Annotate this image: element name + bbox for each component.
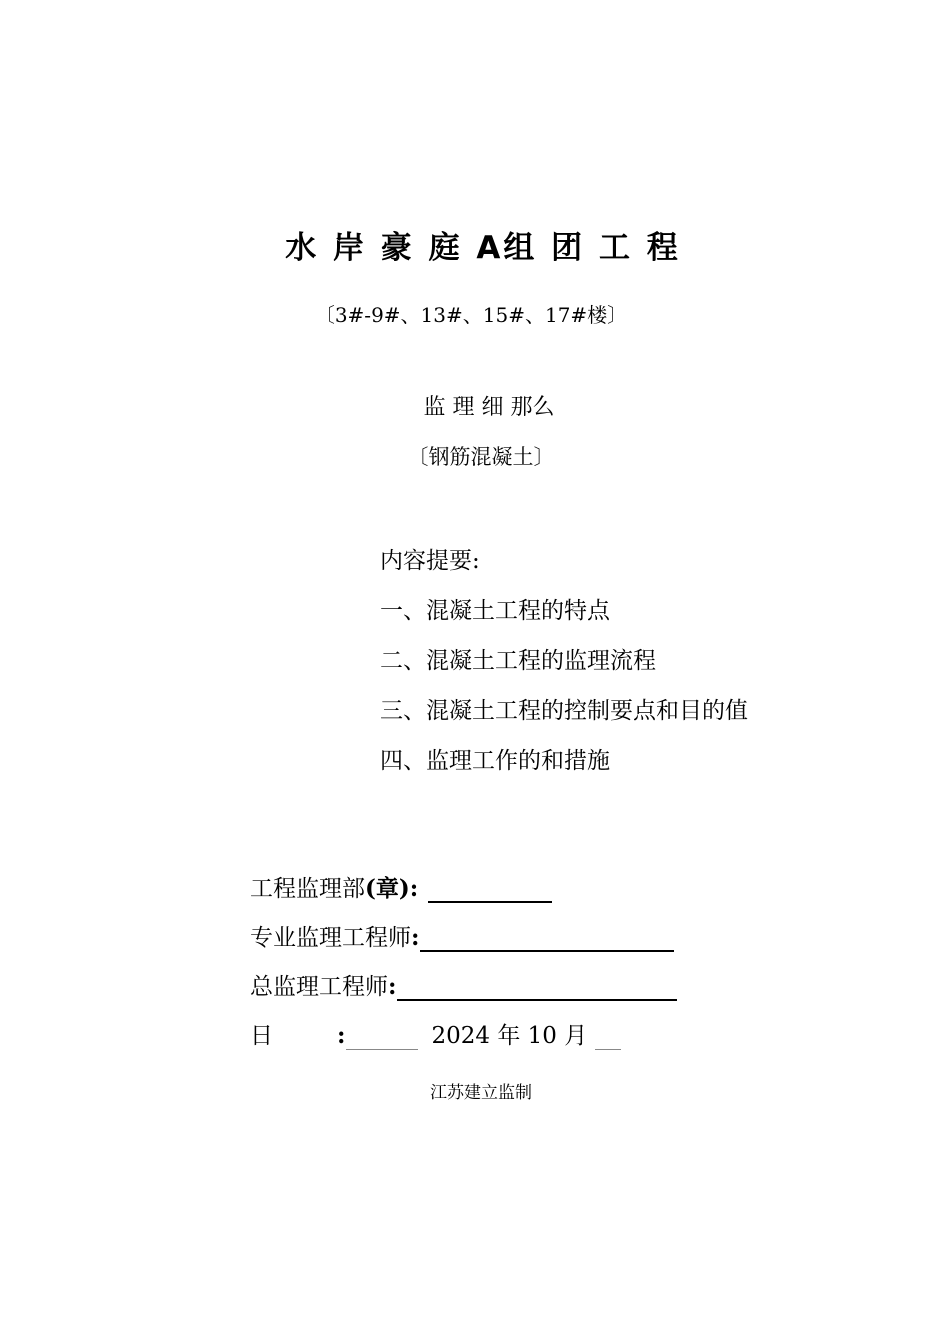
chief-row	[250, 958, 677, 1007]
contents-item: 二、混凝土工程的监理流程	[380, 648, 656, 674]
date-value: 2024 年 10 月	[431, 1023, 588, 1049]
document-type: 监 理 细 那么	[423, 395, 555, 420]
date-day-line[interactable]	[346, 1019, 418, 1050]
document-subject: 〔钢筋混凝土〕	[407, 445, 555, 469]
engineer-colon: :	[411, 924, 420, 951]
engineer-label: 专业监理工程师	[250, 925, 411, 951]
contents-summary	[380, 536, 748, 786]
project-title: 水 岸 豪 庭 A组 团 工 程	[285, 230, 681, 266]
chief-colon: :	[388, 973, 397, 1000]
department-signature-line[interactable]	[428, 871, 552, 903]
building-range: 〔3#-9#、13#、15#、17#楼〕	[314, 303, 628, 327]
department-colon: :	[409, 875, 419, 902]
contents-heading: 内容提要:	[380, 548, 480, 574]
chief-signature-line[interactable]	[397, 969, 677, 1001]
date-day-blank[interactable]	[595, 1019, 621, 1050]
date-label: 日	[250, 1023, 273, 1049]
department-label: 工程监理部	[250, 876, 365, 902]
date-row	[250, 1007, 677, 1056]
date-colon: :	[337, 1022, 346, 1049]
engineer-row	[250, 909, 677, 958]
chief-label: 总监理工程师	[250, 974, 388, 1000]
issuer-footer: 江苏建立监制	[430, 1083, 532, 1103]
signature-block	[250, 860, 677, 1056]
department-row	[250, 860, 677, 909]
contents-item: 四、监理工作的和措施	[380, 748, 610, 774]
contents-item: 三、混凝土工程的控制要点和目的值	[380, 698, 748, 724]
engineer-signature-line[interactable]	[420, 920, 674, 952]
contents-item: 一、混凝土工程的特点	[380, 598, 610, 624]
seal-note: (章)	[365, 875, 410, 902]
